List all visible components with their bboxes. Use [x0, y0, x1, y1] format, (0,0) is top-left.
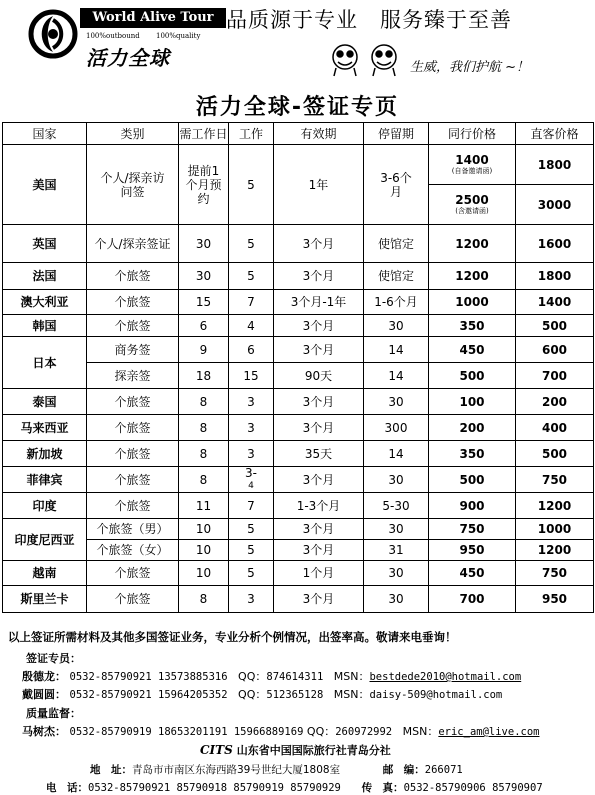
qq-label: QQ：	[238, 688, 267, 701]
cell-country: 澳大利亚	[3, 290, 87, 315]
cell-country: 英国	[3, 225, 87, 263]
cell-work	[229, 467, 274, 493]
table-row	[3, 363, 594, 389]
cell-validity: 1个月	[274, 561, 364, 586]
cell-days: 18	[179, 363, 229, 389]
cell-stay: 300	[364, 415, 429, 441]
cell-validity: 3个月	[274, 415, 364, 441]
cell-category: 探亲签	[87, 363, 179, 389]
qq-label: QQ：	[238, 670, 267, 683]
cell-days: 8	[179, 467, 229, 493]
cell-days: 8	[179, 415, 229, 441]
contact-name: 戴圆圆：	[22, 688, 66, 701]
fax-value: 0532-85790906 85790907	[403, 782, 543, 794]
cell-validity: 35天	[274, 441, 364, 467]
cell-work: 4	[229, 315, 274, 337]
tel-value: 0532-85790921 85790918 85790919 85790929	[88, 782, 341, 794]
cell-peer-price: 900	[429, 493, 516, 519]
cell-peer-price: 100	[429, 389, 516, 415]
cell-validity: 1-3个月	[274, 493, 364, 519]
footer-note: 以上签证所需材料及其他多国签证业务，专业分析个例情况，出签率高。敬请来电垂询！	[8, 630, 457, 644]
page-title: 活力全球-签证专页	[195, 95, 400, 120]
peer-price-value: 2500	[455, 193, 489, 207]
contact-person-3	[22, 723, 540, 739]
cell-direct-price: 1800	[516, 145, 594, 185]
table-row	[3, 225, 594, 263]
cell-category: 个旅签	[87, 315, 179, 337]
cell-country: 印度	[3, 493, 87, 519]
quality-label: 质量监督：	[26, 707, 81, 720]
cell-validity: 3个月-1年	[274, 290, 364, 315]
cell-country: 斯里兰卡	[3, 586, 87, 613]
cell-direct-price: 950	[516, 586, 594, 613]
cell-country: 韩国	[3, 315, 87, 337]
cell-validity: 3个月	[274, 315, 364, 337]
cell-country: 美国	[3, 145, 87, 225]
cell-days: 8	[179, 441, 229, 467]
table-row	[3, 145, 594, 185]
brand-logo	[28, 4, 214, 70]
table-row	[3, 493, 594, 519]
cell-category: 个旅签（女）	[87, 540, 179, 561]
cell-stay: 30	[364, 315, 429, 337]
cell-validity: 1年	[274, 145, 364, 225]
brand-sub1: 100%outbound	[86, 32, 140, 40]
cell-direct-price: 750	[516, 467, 594, 493]
cell-direct-price: 600	[516, 337, 594, 363]
work-extra: 4	[248, 480, 254, 491]
cell-work: 5	[229, 561, 274, 586]
cell-peer-price: 450	[429, 337, 516, 363]
contact-person-2	[22, 686, 502, 702]
msn-label: MSN：	[402, 725, 439, 738]
postcode-label: 邮 编：	[382, 764, 425, 776]
peer-price-note: (自备邀请函)	[451, 167, 493, 175]
cell-direct-price: 750	[516, 561, 594, 586]
table-row	[3, 290, 594, 315]
cell-validity: 3个月	[274, 519, 364, 540]
cell-work: 5	[229, 263, 274, 290]
cell-days: 15	[179, 290, 229, 315]
table-row	[3, 263, 594, 290]
peer-price-note: (含邀请函)	[455, 207, 489, 215]
cell-days: 9	[179, 337, 229, 363]
cell-country: 泰国	[3, 389, 87, 415]
table-header-row	[3, 123, 594, 145]
contact-msn-link[interactable]: bestdede2010@hotmail.com	[369, 671, 522, 683]
cell-category: 个旅签	[87, 290, 179, 315]
cell-category: 个旅签	[87, 467, 179, 493]
cell-stay: 31	[364, 540, 429, 561]
header-category: 类别	[87, 123, 179, 145]
cell-direct-price: 1000	[516, 519, 594, 540]
cell-category: 个旅签	[87, 441, 179, 467]
contact-qq: 874614311	[266, 671, 324, 683]
table-row	[3, 586, 594, 613]
cell-validity: 3个月	[274, 540, 364, 561]
cell-validity: 90天	[274, 363, 364, 389]
cell-work: 5	[229, 540, 274, 561]
cell-country: 新加坡	[3, 441, 87, 467]
table-row	[3, 441, 594, 467]
cell-direct-price: 500	[516, 441, 594, 467]
cell-validity: 3个月	[274, 337, 364, 363]
mascot-icon	[328, 42, 404, 78]
cell-category: 个旅签（男）	[87, 519, 179, 540]
cell-days: 11	[179, 493, 229, 519]
header-days: 需工作日	[179, 123, 229, 145]
cell-peer-price: 1200	[429, 225, 516, 263]
cell-category: 个旅签	[87, 389, 179, 415]
contact-qq: 260972992	[335, 726, 393, 738]
cell-direct-price: 1200	[516, 540, 594, 561]
cell-validity: 3个月	[274, 263, 364, 290]
cell-work: 5	[229, 519, 274, 540]
cell-direct-price: 3000	[516, 185, 594, 225]
cell-country: 菲律宾	[3, 467, 87, 493]
header-stay: 停留期	[364, 123, 429, 145]
contact-phones: 0532-85790921 15964205352	[69, 689, 228, 701]
cell-stay: 30	[364, 519, 429, 540]
contact-msn-link[interactable]: eric_am@live.com	[438, 726, 540, 738]
cell-category: 个旅签	[87, 415, 179, 441]
peer-price-value: 1400	[455, 153, 489, 167]
cell-work: 7	[229, 493, 274, 519]
cell-stay: 使馆定	[364, 225, 429, 263]
cell-country: 印度尼西亚	[3, 519, 87, 561]
cell-peer-price: 500	[429, 467, 516, 493]
cell-work: 3	[229, 389, 274, 415]
cell-days: 10	[179, 519, 229, 540]
cell-validity: 3个月	[274, 467, 364, 493]
cell-days: 提前1个月预约	[179, 145, 229, 225]
brand-name-cn: 活力全球	[86, 46, 170, 70]
msn-label: MSN：	[333, 670, 370, 683]
table-row	[3, 467, 594, 493]
cell-days: 10	[179, 561, 229, 586]
cell-country: 马来西亚	[3, 415, 87, 441]
table-row	[3, 337, 594, 363]
cell-direct-price: 1600	[516, 225, 594, 263]
cell-peer-price: 200	[429, 415, 516, 441]
company-address	[90, 762, 463, 777]
header-work: 工作	[229, 123, 274, 145]
visa-price-table	[2, 122, 594, 613]
cell-country: 越南	[3, 561, 87, 586]
cell-stay: 30	[364, 586, 429, 613]
cell-direct-price: 500	[516, 315, 594, 337]
cell-country: 法国	[3, 263, 87, 290]
cell-stay: 14	[364, 337, 429, 363]
company-phone	[46, 780, 543, 795]
company-name	[200, 742, 391, 758]
cell-peer-price: 500	[429, 363, 516, 389]
cell-work: 5	[229, 225, 274, 263]
cell-category: 个人/探亲签证	[87, 225, 179, 263]
cell-validity: 3个月	[274, 225, 364, 263]
cell-work: 3	[229, 586, 274, 613]
cell-peer-price: 450	[429, 561, 516, 586]
cell-direct-price: 400	[516, 415, 594, 441]
cell-stay: 30	[364, 389, 429, 415]
cell-days: 8	[179, 389, 229, 415]
brand-name-en: World Alive Tour	[80, 8, 226, 28]
cell-category: 个旅签	[87, 493, 179, 519]
cell-peer-price: 350	[429, 441, 516, 467]
contact-qq: 512365128	[266, 689, 324, 701]
cell-direct-price: 700	[516, 363, 594, 389]
table-row	[3, 540, 594, 561]
cell-work: 15	[229, 363, 274, 389]
table-row	[3, 389, 594, 415]
cell-days: 10	[179, 540, 229, 561]
table-row	[3, 315, 594, 337]
cell-days: 6	[179, 315, 229, 337]
header	[0, 0, 595, 92]
contact-name: 马树杰：	[22, 725, 66, 738]
cell-work: 6	[229, 337, 274, 363]
cell-work: 3	[229, 415, 274, 441]
contact-name: 殷德龙：	[22, 670, 66, 683]
cell-peer-price	[429, 185, 516, 225]
visa-staff-label: 签证专员：	[26, 652, 81, 665]
table-row	[3, 561, 594, 586]
cell-validity: 3个月	[274, 389, 364, 415]
cell-validity: 3个月	[274, 586, 364, 613]
contact-phones: 0532-85790921 13573885316	[69, 671, 228, 683]
header-validity: 有效期	[274, 123, 364, 145]
company-title: 山东省中国国际旅行社青岛分社	[236, 744, 391, 757]
work-value: 3-	[245, 465, 257, 480]
cell-stay: 30	[364, 561, 429, 586]
cell-category: 商务签	[87, 337, 179, 363]
cell-peer-price: 1200	[429, 263, 516, 290]
cell-peer-price: 950	[429, 540, 516, 561]
cell-stay: 使馆定	[364, 263, 429, 290]
address-value: 青岛市市南区东海西路39号世纪大厦1808室	[132, 764, 341, 776]
contact-phones: 0532-85790919 18653201191 15966889169	[69, 726, 304, 738]
cell-work: 3	[229, 441, 274, 467]
cell-direct-price: 200	[516, 389, 594, 415]
cell-direct-price: 1400	[516, 290, 594, 315]
cell-category: 个人/探亲访问签	[87, 145, 179, 225]
cell-peer-price: 1000	[429, 290, 516, 315]
cell-peer-price: 750	[429, 519, 516, 540]
cell-work: 5	[229, 145, 274, 225]
table-row	[3, 519, 594, 540]
cell-stay: 30	[364, 467, 429, 493]
msn-label: MSN：	[333, 688, 370, 701]
header-peer-price: 同行价格	[429, 123, 516, 145]
cell-peer-price: 350	[429, 315, 516, 337]
cell-category: 个旅签	[87, 561, 179, 586]
cell-stay: 5-30	[364, 493, 429, 519]
tagline: 生威，我们护航 ~！	[410, 60, 530, 75]
address-label: 地 址：	[90, 764, 132, 776]
spiral-logo-icon	[28, 6, 78, 62]
cell-days: 30	[179, 225, 229, 263]
cell-stay: 14	[364, 441, 429, 467]
cell-direct-price: 1800	[516, 263, 594, 290]
cell-stay: 14	[364, 363, 429, 389]
contact-person-1	[22, 668, 521, 684]
cell-peer-price	[429, 145, 516, 185]
cell-stay: 3-6个月	[364, 145, 429, 225]
cell-category: 个旅签	[87, 263, 179, 290]
slogan: 品质源于专业 服务臻于至善	[226, 8, 512, 32]
table-row	[3, 415, 594, 441]
contact-msn: daisy-509@hotmail.com	[369, 689, 503, 701]
brand-sub2: 100%quality	[156, 32, 201, 40]
postcode-value: 266071	[424, 764, 463, 776]
header-direct-price: 直客价格	[516, 123, 594, 145]
cell-work: 7	[229, 290, 274, 315]
cell-days: 8	[179, 586, 229, 613]
cell-country: 日本	[3, 337, 87, 389]
cell-stay: 1-6个月	[364, 290, 429, 315]
cell-days: 30	[179, 263, 229, 290]
fax-label: 传 真：	[361, 782, 404, 794]
cits-logo: CITS	[200, 743, 233, 757]
cell-category: 个旅签	[87, 586, 179, 613]
header-country: 国家	[3, 123, 87, 145]
cell-peer-price: 700	[429, 586, 516, 613]
cell-direct-price: 1200	[516, 493, 594, 519]
tel-label: 电 话：	[46, 782, 88, 794]
qq-label: QQ：	[306, 725, 336, 738]
